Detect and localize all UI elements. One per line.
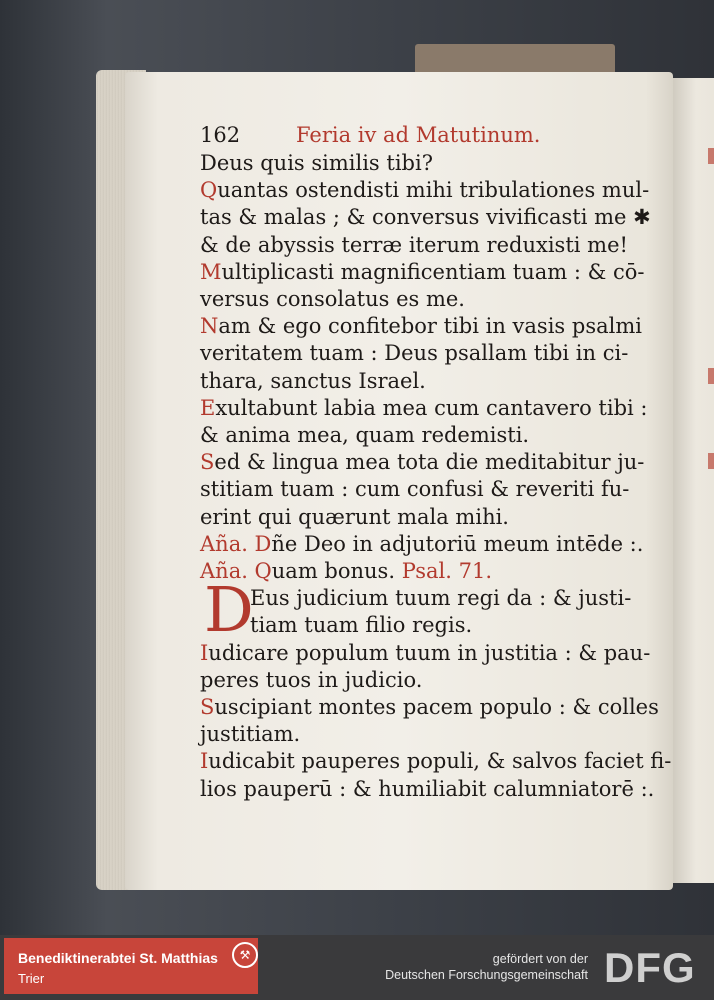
dfg-logo[interactable]: DFG — [604, 944, 696, 991]
rubric-initial: S — [200, 695, 215, 720]
text-line: & de abyssis terræ iterum reduxisti me! — [200, 232, 628, 257]
text-line: justitiam. — [200, 722, 301, 747]
rubric-initial: M — [200, 259, 222, 284]
text-line: erint qui quærunt mala mihi. — [200, 504, 509, 529]
antiphon-rubric: Aña. D — [200, 531, 272, 556]
institution-city: Trier — [18, 971, 45, 986]
page-header — [200, 120, 660, 150]
text-line: thara, sanctus Israel. — [200, 368, 426, 393]
page-number: 162 — [200, 123, 241, 147]
facing-page — [672, 78, 714, 883]
antiphon-line: Aña. Quam bonus. Psal. 71. — [200, 559, 493, 584]
funding-note — [385, 951, 588, 983]
psalm-rubric: Psal. 71. — [401, 559, 493, 584]
text-line: stitiam tuam : cum confusi & reveriti fu- — [200, 477, 630, 502]
text-line: Multiplicasti magnificentiam tuam : & cō- — [200, 259, 645, 284]
text-line: Quantas ostendisti mihi tribulationes mul- — [200, 178, 650, 203]
text-line: & anima mea, quam redemisti. — [200, 423, 530, 448]
text-line: Iudicabit pauperes populi, & salvos faciet fi- — [200, 749, 672, 774]
rubric-initial: I — [200, 640, 209, 665]
text-line: tiam tuam filio regis. — [250, 613, 473, 638]
institution-name: Benediktinerabtei St. Matthias — [18, 950, 218, 966]
text-line: Eus judicium tuum regi da : & justi- — [250, 586, 632, 611]
text-line: veritatem tuam : Deus psallam tibi in ci- — [200, 341, 629, 366]
drop-capital: D — [204, 573, 254, 647]
text-line: Iudicare populum tuum in justitia : & pau- — [200, 640, 651, 665]
abbey-logo-icon: ⚒ — [232, 942, 258, 968]
running-title: Feria iv ad Matutinum. — [296, 123, 541, 147]
funding-line-2: Deutschen Forschungsgemeinschaft — [385, 968, 588, 982]
text-line: Exultabunt labia mea cum cantavero tibi : — [200, 395, 648, 420]
antiphon-line: Aña. Dñe Deo in adjutoriū meum intēde :. — [200, 531, 644, 556]
text-line: versus consolatus es me. — [200, 287, 465, 312]
text-line: lios pauperū : & humiliabit calumniatorē :. — [200, 776, 655, 801]
text-line: Suscipiant montes pacem populo : & colles — [200, 695, 659, 720]
rubric-initial: E — [200, 395, 216, 420]
page-text — [200, 120, 672, 803]
rubric-initial: I — [200, 749, 209, 774]
text-line: Sed & lingua mea tota die meditabitur ju- — [200, 450, 645, 475]
text-line: Nam & ego confitebor tibi in vasis psalmi — [200, 314, 642, 339]
institution-badge[interactable] — [4, 938, 258, 994]
funding-line-1: gefördert von der — [492, 952, 588, 966]
text-line: peres tuos in judicio. — [200, 667, 423, 692]
text-line: tas & malas ; & conversus vivificasti me ✱ — [200, 205, 651, 230]
antiphon-rubric: Aña. Q — [200, 559, 272, 584]
text-line: Deus quis similis tibi? — [200, 151, 433, 175]
rubric-initial: Q — [200, 178, 218, 203]
psalm-opening — [200, 573, 660, 647]
rubric-initial: N — [200, 314, 219, 339]
rubric-initial: S — [200, 450, 215, 475]
